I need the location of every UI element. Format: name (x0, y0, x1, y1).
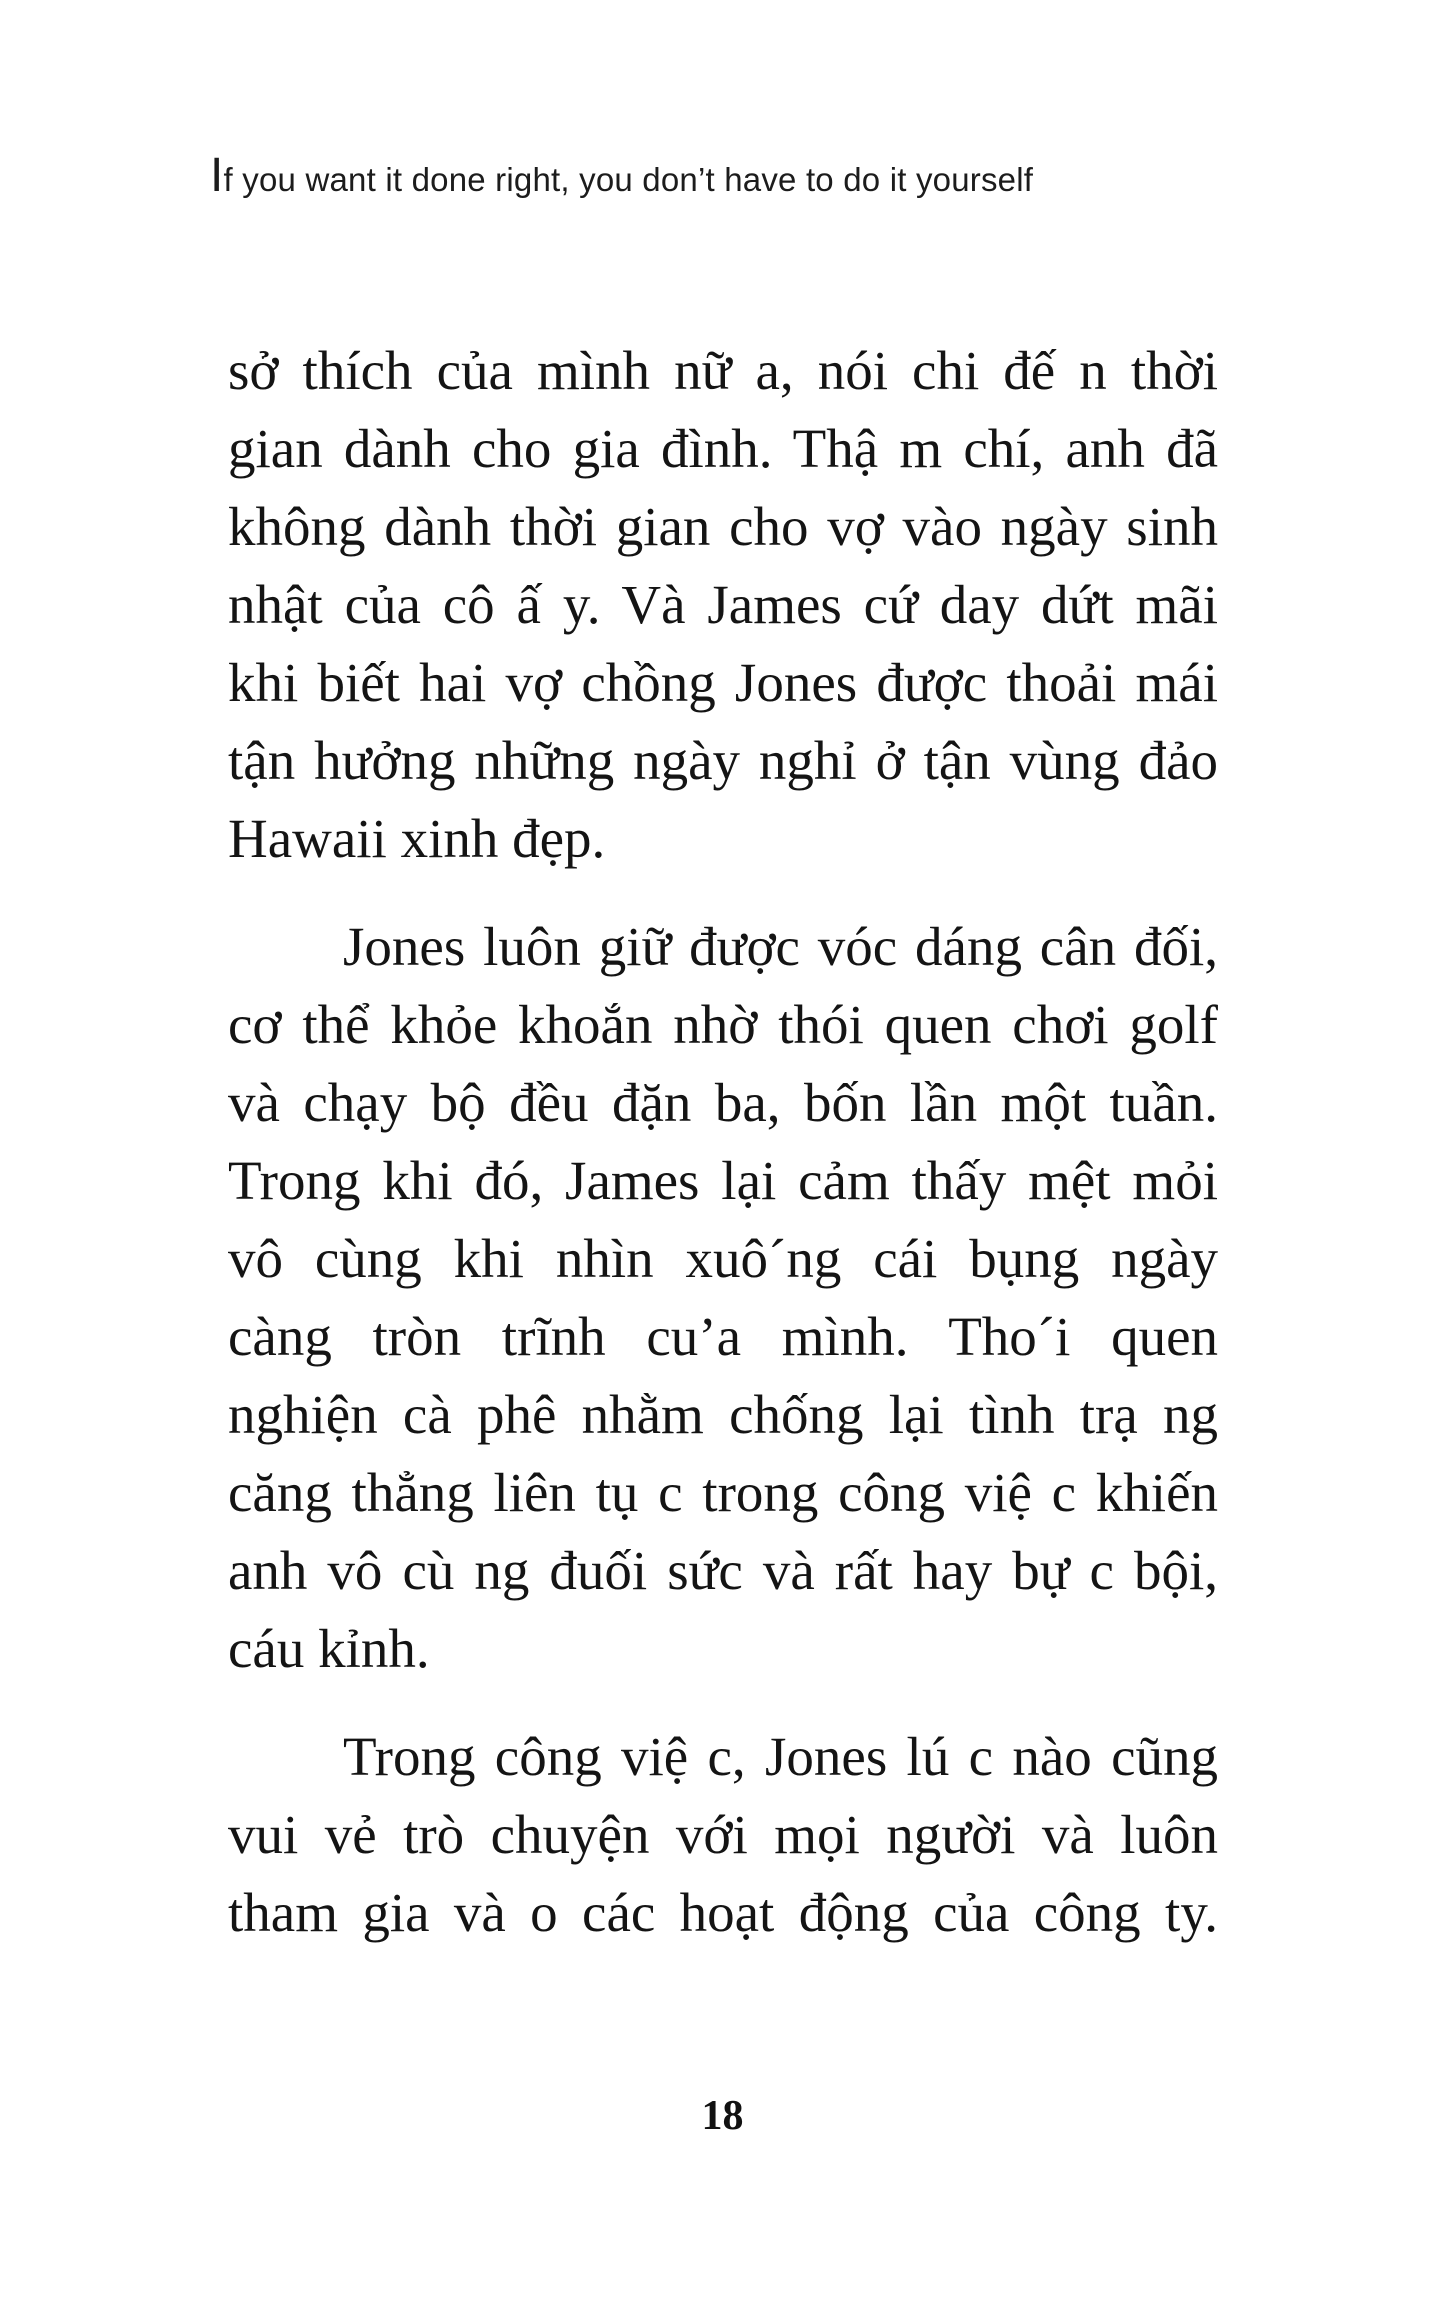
running-header-text: f you want it done right, you don’t have to do it yourself (223, 161, 1034, 198)
running-header-initial: I (210, 149, 224, 202)
text-line: vô cùng khi nhìn xuô´ng cái bụng ngày (228, 1228, 1218, 1289)
text-line: nhật của cô ấ y. Và James cứ day dứt mãi (228, 574, 1218, 635)
text-line: càng tròn trĩnh cuʼa mình. Tho´i quen (228, 1306, 1218, 1367)
text-line: cáu kỉnh. (228, 1618, 430, 1679)
text-line: anh vô cù ng đuối sức và rất hay bự c bội, (228, 1540, 1218, 1601)
text-line: vui vẻ trò chuyện với mọi người và luôn (228, 1804, 1218, 1865)
text-line: cơ thể khỏe khoắn nhờ thói quen chơi golf (228, 994, 1218, 1055)
text-line: không dành thời gian cho vợ vào ngày sinh (228, 496, 1218, 557)
text-line: Jones luôn giữ được vóc dáng cân đối, (343, 916, 1218, 977)
text-line: Hawaii xinh đẹp. (228, 808, 606, 869)
text-line: tham gia và o các hoạt động của công ty. (228, 1882, 1218, 1943)
text-line: Trong công việ c, Jones lú c nào cũng (343, 1726, 1218, 1787)
text-line: tận hưởng những ngày nghỉ ở tận vùng đảo (228, 730, 1218, 791)
text-line: gian dành cho gia đình. Thậ m chí, anh đã (228, 418, 1218, 479)
text-line: và chạy bộ đều đặn ba, bốn lần một tuần. (228, 1072, 1218, 1133)
text-line: căng thẳng liên tụ c trong công việ c khiến (228, 1462, 1218, 1523)
page-number: 18 (701, 2093, 744, 2139)
text-line: sở thích của mình nữ a, nói chi đế n thời (228, 340, 1218, 401)
body-text (228, 332, 1218, 1952)
text-line: Trong khi đó, James lại cảm thấy mệt mỏi (228, 1150, 1218, 1211)
running-header (210, 148, 1033, 203)
text-line: nghiện cà phê nhằm chống lại tình trạ ng (228, 1384, 1218, 1445)
text-line: khi biết hai vợ chồng Jones được thoải mái (228, 652, 1218, 713)
